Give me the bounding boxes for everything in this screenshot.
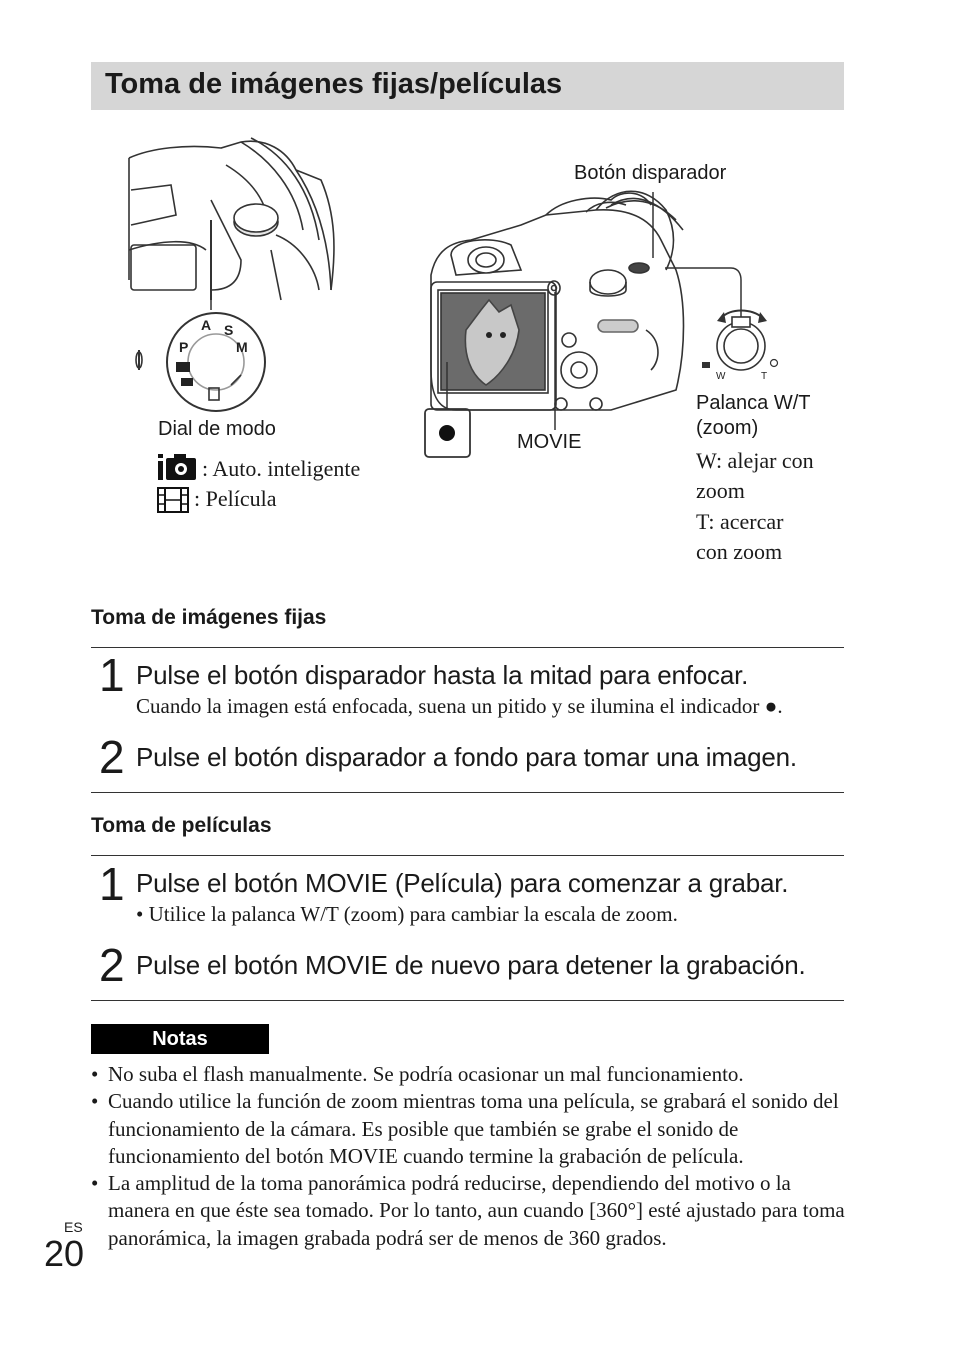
zoom-t-line1: T: acercar: [696, 508, 784, 534]
section-title-bar: [91, 62, 844, 110]
zoom-lever-label: [696, 391, 810, 441]
page-language: ES: [64, 1219, 83, 1235]
dial-letter-m: M: [236, 339, 248, 355]
divider: [91, 792, 844, 793]
zoom-explanation: [696, 446, 814, 567]
step-text: Pulse el botón disparador hasta la mitad para enfocar.: [136, 660, 749, 690]
zoom-lever-label-line1: Palanca W/T: [696, 392, 811, 414]
notes-list: [91, 1061, 851, 1252]
step-subtext: • Utilice la palanca W/T (zoom) para cambiar la escala de zoom.: [136, 902, 678, 926]
intelligent-auto-icon: [156, 452, 196, 480]
step-subtext: Cuando la imagen está enfocada, suena un pitido y se ilumina el indicador ●.: [136, 694, 783, 718]
zoom-w-letter: W: [716, 371, 726, 382]
step-number: 2: [99, 939, 125, 991]
movie-film-icon: [157, 487, 189, 513]
step-number: 1: [99, 649, 125, 701]
movie-mode-label: : Película: [194, 486, 277, 511]
still-images-heading: Toma de imágenes fijas: [91, 606, 327, 629]
divider: [91, 647, 844, 648]
page-title: Toma de imágenes fijas/películas: [105, 68, 563, 100]
shutter-button-label: Botón disparador: [574, 162, 727, 184]
zoom-lever-label-line2: (zoom): [696, 417, 759, 439]
zoom-lever-drawing: [702, 311, 778, 383]
note-item: • La amplitud de la toma panorámica podrá reducirse, dependiendo del motivo o la manera en que éste sea tomado. Por lo tanto, aun cuando [360°] esté ajustado para toma panorámica, la imagen grabada podrá ser de menos de 360 grados.: [91, 1170, 851, 1252]
mode-dial-label: Dial de modo: [158, 418, 276, 440]
divider: [91, 1000, 844, 1001]
camera-back-drawing: [431, 191, 684, 410]
page-number: 20: [44, 1233, 85, 1274]
zoom-t-line2: con zoom: [696, 538, 783, 564]
note-item: • Cuando utilice la función de zoom mientras toma una película, se grabará el sonido del funcionamiento de la cámara. Es posible que también se grabe el sonido de funcionamiento del botón MOVIE cuando termine la grabación de película.: [91, 1088, 851, 1170]
step-text: Pulse el botón MOVIE de nuevo para detener la grabación.: [136, 950, 806, 980]
movies-heading: Toma de películas: [91, 814, 272, 837]
step-number: 2: [99, 731, 125, 783]
note-item: • No suba el flash manualmente. Se podría ocasionar un mal funcionamiento.: [91, 1061, 851, 1088]
record-dot-icon: [439, 425, 455, 441]
divider: [91, 855, 844, 856]
dial-letter-a: A: [201, 317, 212, 333]
dial-letter-p: P: [179, 339, 189, 355]
notes-label: Notas: [91, 1024, 269, 1054]
mode-dial-drawing: [136, 313, 265, 411]
mode-dial-camera-drawing: [129, 138, 334, 300]
zoom-w-line2: zoom: [696, 478, 745, 504]
wide-zoom-icon: [702, 362, 710, 368]
step-number: 1: [99, 858, 125, 910]
zoom-t-letter: T: [761, 371, 768, 382]
step-text: Pulse el botón disparador a fondo para tomar una imagen.: [136, 742, 797, 772]
intelligent-auto-label: : Auto. inteligente: [202, 456, 361, 481]
dial-letter-s: S: [224, 322, 234, 338]
step-text: Pulse el botón MOVIE (Película) para comenzar a grabar.: [136, 868, 789, 898]
movie-button-label: MOVIE: [517, 431, 582, 453]
zoom-w-line1: W: alejar con: [696, 448, 814, 473]
tele-zoom-icon: [771, 360, 778, 367]
